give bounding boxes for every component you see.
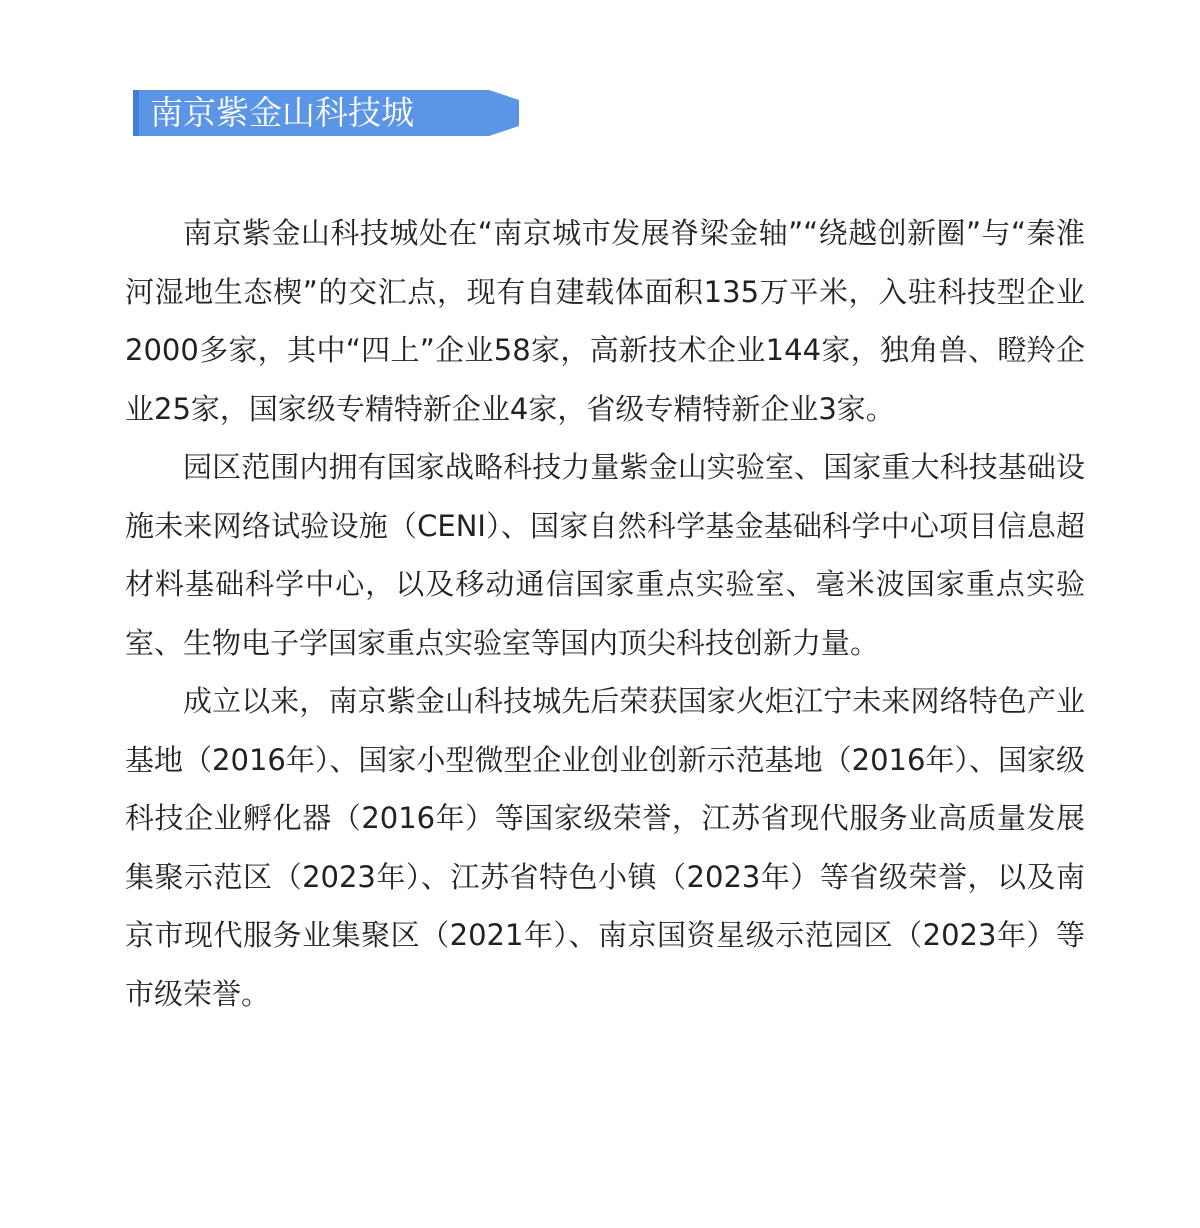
section-title: 南京紫金山科技城 bbox=[150, 93, 414, 132]
article-body bbox=[125, 204, 1085, 1023]
paragraph-honors: 成立以来，南京紫金山科技城先后荣获国家火炬江宁未来网络特色产业基地（2016年）、国家小型微型企业创业创新示范基地（2016年）、国家级科技企业孵化器（2016年）等国家级荣誉，江苏省现代服务业高质量发展集聚示范区（2023年）、江苏省特色小镇（2023年）等省级荣誉，以及南京市现代服务业集聚区（2021年）、南京国资星级示范园区（2023年）等市级荣誉。 bbox=[125, 684, 1085, 1011]
paragraph-overview: 南京紫金山科技城处在“南京城市发展脊梁金轴”“绕越创新圈”与“秦淮河湿地生态楔”的交汇点，现有自建载体面积135万平米，入驻科技型企业2000多家，其中“四上”企业58家，高新技术企业144家，独角兽、瞪羚企业25家，国家级专精特新企业4家，省级专精特新企业3家。 bbox=[125, 216, 1085, 426]
paragraph-innovation: 园区范围内拥有国家战略科技力量紫金山实验室、国家重大科技基础设施未来网络试验设施（CENI）、国家自然科学基金基础科学中心项目信息超材料基础科学中心，以及移动通信国家重点实验室、毫米波国家重点实验室、生物电子学国家重点实验室等国内顶尖科技创新力量。 bbox=[125, 450, 1085, 660]
section-title-banner-edge bbox=[133, 90, 139, 136]
